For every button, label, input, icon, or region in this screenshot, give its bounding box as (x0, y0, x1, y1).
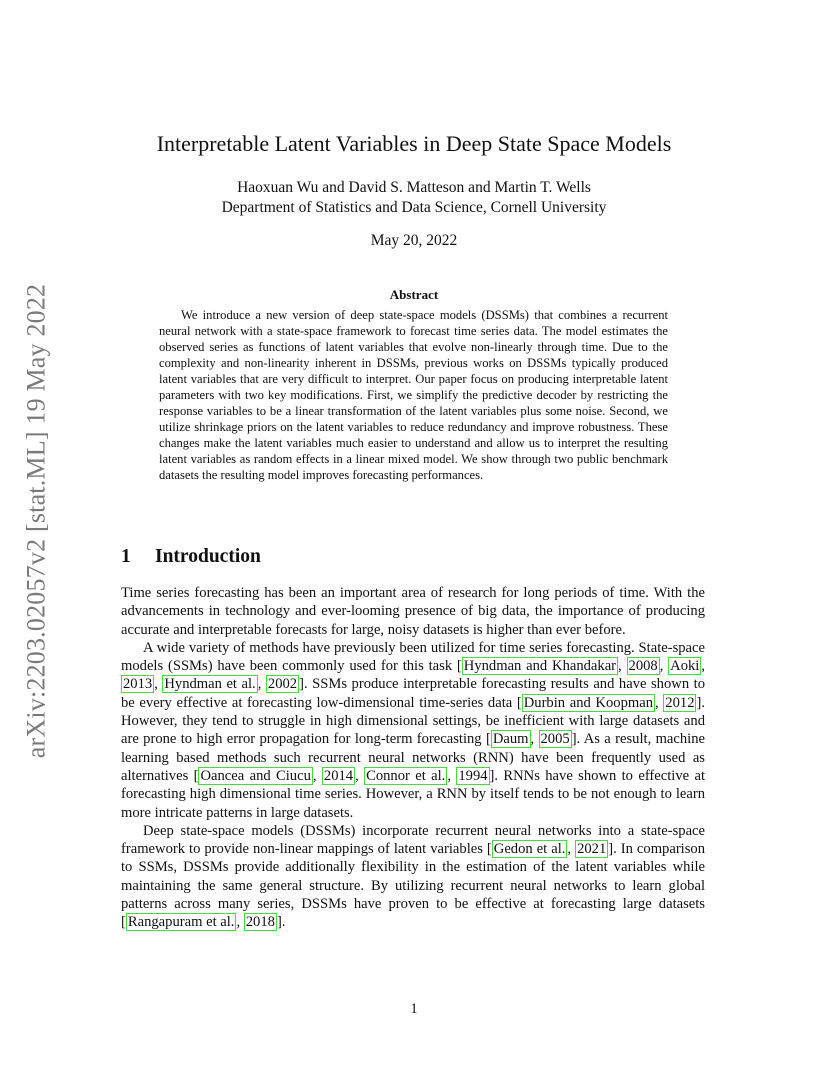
text-run: , (312, 767, 322, 784)
citation-link-hyndman-et-al[interactable]: Hyndman et al. (164, 676, 256, 693)
arxiv-stamp (14, 268, 58, 773)
text-run: , (257, 676, 266, 693)
citation-link-1994[interactable]: 1994 (458, 767, 488, 784)
citation-link-2005[interactable]: 2005 (540, 731, 570, 748)
text-run: ]. However, they tend to struggle in high dimensional settings, be inefficient with large datasets and are prone to high error propagation for long-term forecasting [ (121, 694, 705, 748)
abstract-heading: Abstract (389, 287, 439, 302)
text-run: , (154, 676, 163, 693)
citation-link-2021[interactable]: 2021 (577, 841, 607, 858)
paragraph-3 (121, 822, 705, 932)
section-title: Introduction (155, 546, 261, 567)
citation-link-oancea-ciucu[interactable]: Oancea and Ciucu (200, 767, 311, 784)
page-number: 1 (410, 1001, 418, 1017)
citation-link-2002[interactable]: 2002 (267, 676, 298, 693)
citation-link-2008[interactable]: 2008 (628, 658, 658, 675)
text-run: ]. As a result, machine learning based methods such recurrent neural networks (RNN) have been frequently used as alternatives [ (121, 731, 705, 784)
affiliation: Department of Statistics and Data Science, Cornell University (221, 199, 607, 216)
text-run: A wide variety of methods have previously been utilized for time series forecasting. State-space models (SSMs) have been commonly used for this task [ (121, 639, 705, 675)
text-run: , (618, 658, 627, 675)
citation-link-2018[interactable]: 2018 (245, 914, 275, 931)
citation-link-durbin-koopman[interactable]: Durbin and Koopman (523, 694, 653, 711)
citation-link-hyndman-khandakar[interactable]: Hyndman and Khandakar (463, 658, 617, 675)
citation-link-connor-et-al[interactable]: Connor et al. (366, 767, 446, 784)
citation-link-2014[interactable]: 2014 (323, 767, 354, 784)
citation-link-daum[interactable]: Daum (492, 731, 529, 748)
citation-link-gedon-et-al[interactable]: Gedon et al. (493, 841, 566, 858)
citation-link-2012[interactable]: 2012 (665, 694, 695, 711)
introduction-body (121, 584, 705, 932)
text-run: , (655, 694, 664, 711)
text-run: ]. SSMs produce interpretable forecasting results and have shown to be every effective at forecasting low-dimensional time-series data [ (121, 676, 705, 711)
text-run: , (530, 731, 539, 748)
text-run: , (447, 767, 457, 784)
section-heading (121, 546, 261, 568)
citation-link-aoki[interactable]: Aoki (670, 658, 700, 675)
paper-title: Interpretable Latent Variables in Deep State Space Models (156, 131, 672, 156)
text-run: Deep state-space models (DSSMs) incorporate recurrent neural networks into a state-space framework to provide non-linear mappings of latent variables [ (121, 822, 705, 858)
text-run: ]. (276, 914, 286, 931)
text-run: , (236, 914, 244, 931)
paper-date: May 20, 2022 (370, 232, 458, 249)
text-run: , (701, 658, 706, 675)
section-number: 1 (121, 546, 131, 567)
text-run: , (567, 841, 576, 858)
abstract-body: We introduce a new version of deep state-space models (DSSMs) that combines a recurrent neural network with a state-space framework to forecast time series data. The model estimates the observed series as functions of latent variables that evolve non-linearly through time. Due to the complexity and non-linearity inherent in DSSMs, previous works on DSSMs typically produced latent variables that are very difficult to interpret. Our paper focus on producing interpretable latent parameters with two key modifications. First, we simplify the predictive decoder by restricting the response variables to be a linear transformation of the latent variables plus some noise. Second, we utilize shrinkage priors on the latent variables to reduce redundancy and improve robustness. These changes make the latent variables much easier to understand and allow us to interpret the resulting latent variables as random effects in a linear mixed model. We show through two public benchmark datasets the resulting model improves forecasting performances. (159, 308, 668, 482)
citation-link-rangapuram-et-al[interactable]: Rangapuram et al. (127, 914, 235, 931)
paragraph-1: Time series forecasting has been an important area of research for long periods of time. With the advancements in technology and ever-looming presence of big data, the importance of producing accurate and interpretable forecasts for large, noisy datasets is higher than ever before. (121, 585, 705, 638)
author-list: Haoxuan Wu and David S. Matteson and Martin T. Wells (237, 179, 591, 196)
text-run: ]. RNNs have shown to effective at forecasting high dimensional time series. However, a RNN by itself tends to be not enough to learn more intricate patterns in large datasets. (121, 767, 706, 821)
paragraph-2 (121, 639, 705, 822)
text-run: , (355, 767, 365, 784)
text-run: ]. In comparison to SSMs, DSSMs provide additionally flexibility in the estimation of the latent variables while maintaining the same general structure. By utilizing recurrent neural networks to learn global patterns across many series, DSSMs have proven to be effective at forecasting large datasets [ (121, 841, 706, 931)
arxiv-stamp-text: arXiv:2203.02057v2 [stat.ML] 19 May 2022 (21, 283, 51, 758)
citation-link-2013[interactable]: 2013 (123, 676, 153, 693)
text-run: , (659, 658, 669, 675)
